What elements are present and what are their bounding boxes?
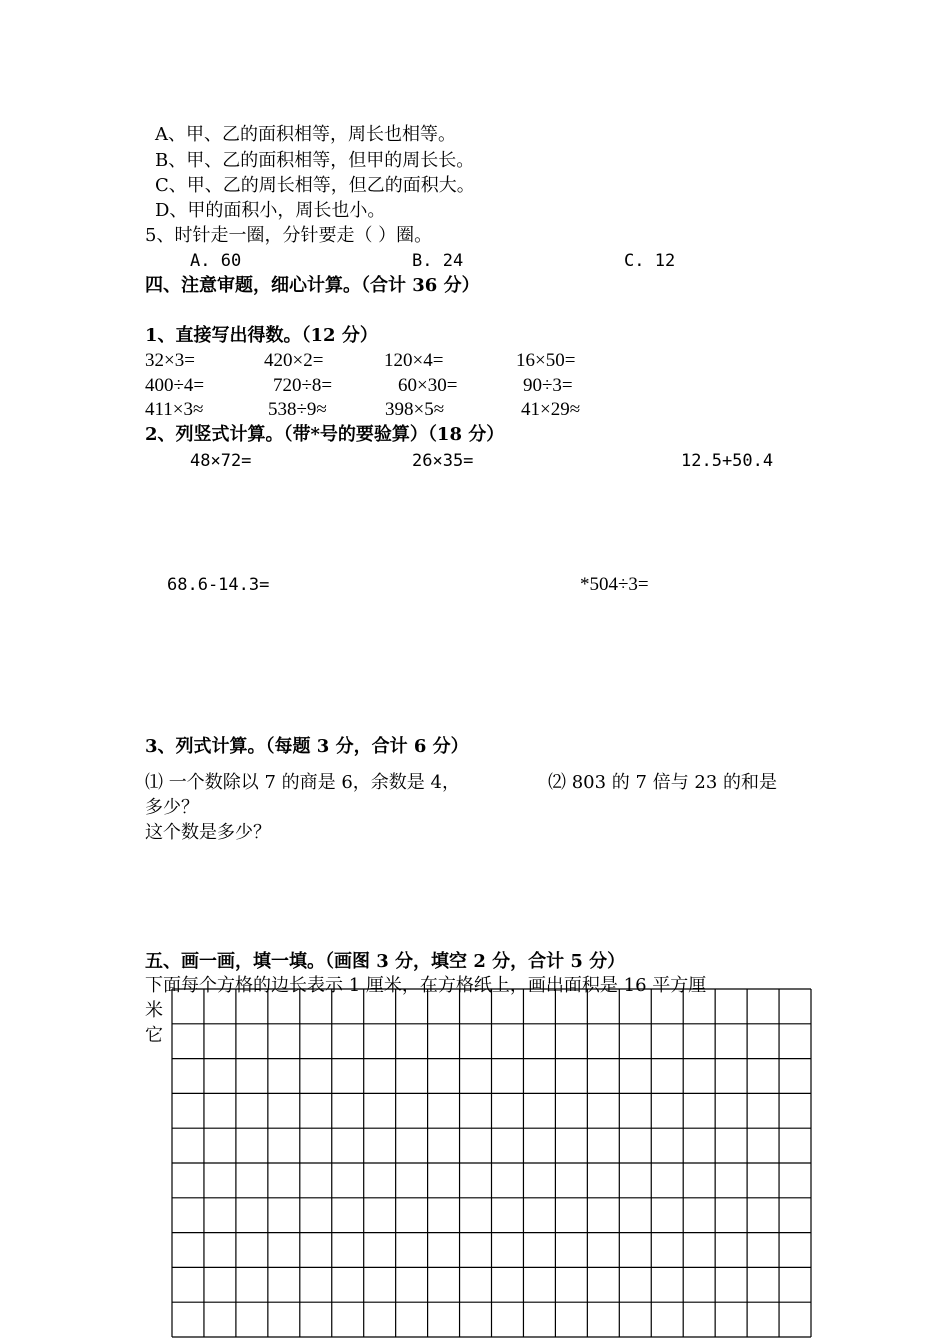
calc-item: 32×3= <box>145 350 195 371</box>
calc-item: 538÷9≈ <box>268 399 327 420</box>
vertical-calc-item: 48×72= <box>190 451 252 471</box>
q5-option-a: A. 60 <box>190 251 242 271</box>
section-5-title: 五、画一画，填一填。（画图 3 分，填空 2 分，合计 5 分） <box>145 951 626 972</box>
option-a: A、甲、乙的面积相等，周长也相等。 <box>155 124 456 145</box>
sub2-title: 2、列竖式计算。（带*号的要验算）（18 分） <box>145 424 505 445</box>
square-grid[interactable] <box>171 988 812 1338</box>
calc-item: 120×4= <box>384 350 444 371</box>
vertical-calc-item: *504÷3= <box>580 574 649 595</box>
section-5-instruction-cont2: 它 <box>145 1025 163 1046</box>
vertical-calc-item: 26×35= <box>412 451 474 471</box>
sub3-title: 3、列式计算。（每题 3 分，合计 6 分） <box>145 736 469 757</box>
vertical-calc-item: 12.5+50.4 <box>681 451 774 471</box>
q5-option-b: B. 24 <box>412 251 464 271</box>
section-4-title: 四、注意审题，细心计算。（合计 36 分） <box>145 275 480 296</box>
sub3-line2: 多少？ <box>145 797 199 818</box>
question-5: 5、时针走一圈，分针要走（ ）圈。 <box>145 225 433 246</box>
section-5-instruction-cont: 米 <box>145 1000 163 1021</box>
sub3-q2: ⑵ 803 的 7 倍与 23 的和是 <box>548 772 778 793</box>
section-5-instruction: 下面每个方格的边长表示 1 厘米，在方格纸上，画出面积是 16 平方厘 <box>145 975 707 996</box>
calc-item: 16×50= <box>516 350 576 371</box>
sub1-title: 1、直接写出得数。（12 分） <box>145 325 378 346</box>
calc-item: 41×29≈ <box>521 399 581 420</box>
calc-item: 398×5≈ <box>385 399 445 420</box>
option-b: B、甲、乙的面积相等，但甲的周长长。 <box>155 150 475 171</box>
option-d: D、甲的面积小，周长也小。 <box>155 200 386 221</box>
calc-item: 411×3≈ <box>145 399 204 420</box>
calc-item: 420×2= <box>264 350 324 371</box>
calc-item: 400÷4= <box>145 375 205 396</box>
option-c: C、甲、乙的周长相等，但乙的面积大。 <box>155 175 475 196</box>
calc-item: 60×30= <box>398 375 458 396</box>
q5-option-c: C. 12 <box>624 251 676 271</box>
sub3-q1: ⑴ 一个数除以 7 的商是 6，余数是 4， <box>145 772 460 793</box>
vertical-calc-item: 68.6-14.3= <box>167 575 270 595</box>
sub3-line3: 这个数是多少？ <box>145 822 271 843</box>
calc-item: 720÷8= <box>273 375 333 396</box>
calc-item: 90÷3= <box>523 375 573 396</box>
